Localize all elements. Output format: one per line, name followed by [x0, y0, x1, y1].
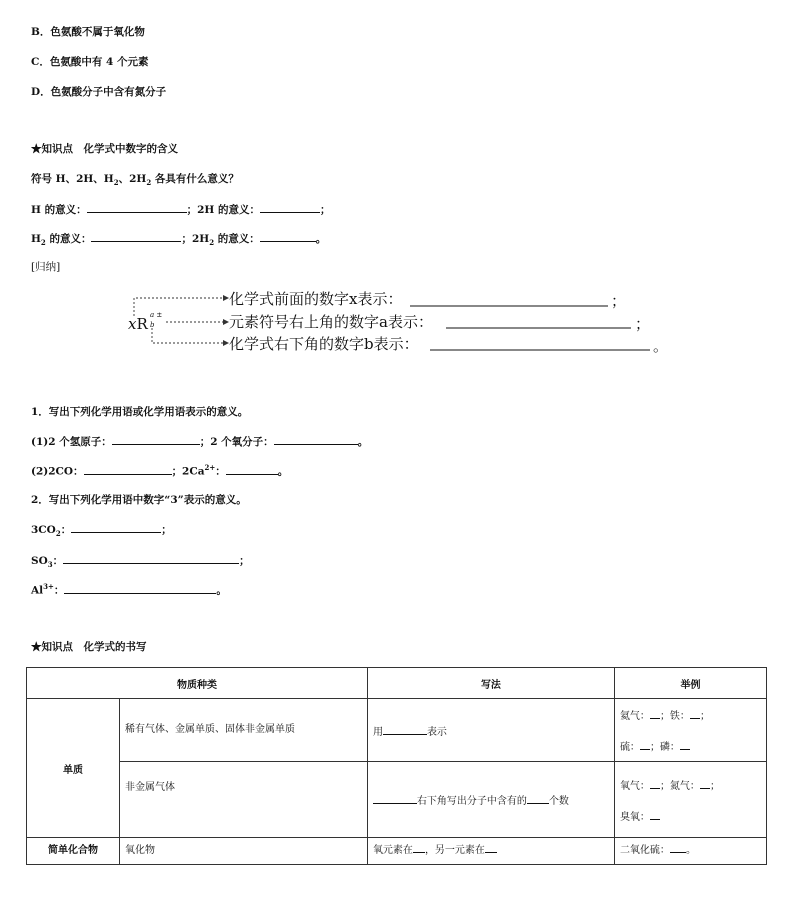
section-title-formula-writing: ★知识点 化学式的书写 — [31, 641, 147, 653]
exercise-text: 。 — [277, 465, 289, 478]
exercise-text: ： — [52, 555, 64, 567]
h2-label-suffix: 的意义： — [45, 233, 92, 245]
option-c: C．色氨酸中有 4 个元素 — [31, 56, 149, 68]
example-text: 臭氧： — [619, 811, 650, 823]
exercise-text: 3CO — [31, 524, 56, 536]
answer-blank[interactable] — [91, 231, 181, 242]
exercise-1-prompt: 1．写出下列化学用语或化学用语表示的意义。 — [31, 406, 249, 418]
exercise-text: ： — [60, 524, 72, 536]
question-symbols — [31, 171, 239, 187]
table-row — [27, 699, 767, 762]
answer-blank[interactable] — [700, 779, 710, 789]
exercise-text: ；2Ca — [171, 465, 205, 478]
subscript: 2 — [146, 178, 152, 188]
example-text: 硫： — [619, 742, 640, 753]
answer-blank[interactable] — [527, 794, 549, 804]
question-text-b: 、2H — [118, 173, 147, 185]
method-cell — [367, 838, 614, 865]
answer-blank[interactable] — [680, 740, 690, 750]
question-text-a: 符号 H、2H、H — [31, 173, 114, 185]
answer-blank[interactable] — [383, 725, 427, 735]
exercise-text: 。 — [216, 584, 227, 597]
separator: 。 — [315, 233, 327, 245]
subscript: 2 — [55, 529, 61, 539]
answer-blank[interactable] — [274, 434, 358, 445]
method-text: 右下角写出分子中含有的 — [416, 796, 527, 807]
answer-blank[interactable] — [64, 583, 216, 594]
answer-blank[interactable] — [485, 843, 497, 853]
type-nonmetal-gas: 非金属气体 — [120, 762, 368, 838]
section-title-formula-numbers: ★知识点 化学式中数字的含义 — [31, 143, 178, 155]
answer-blank[interactable] — [373, 794, 417, 804]
meaning-row-1 — [31, 202, 330, 217]
answer-blank[interactable] — [84, 464, 172, 475]
exercise-2-so3 — [31, 553, 250, 569]
exercise-2-prompt: 2．写出下列化学用语中数字“3”表示的意义。 — [31, 494, 247, 506]
answer-blank[interactable] — [650, 709, 660, 719]
exercise-text: ； — [161, 524, 172, 536]
example-line — [620, 777, 761, 792]
exercise-text: SO — [31, 555, 48, 567]
superscript: 2+ — [204, 463, 216, 472]
answer-blank[interactable] — [63, 553, 239, 564]
exercise-2-al — [31, 582, 227, 598]
exercise-1-b — [31, 463, 288, 479]
exercise-text: ： — [215, 465, 226, 478]
type-rare-gas-metal-solid: 稀有气体、金属单质、固体非金属单质 — [120, 699, 368, 762]
question-text-c: 各具有什么意义？ — [151, 173, 239, 185]
exercise-text: (1)2 个氢原子： — [31, 436, 112, 448]
exercise-text: ： — [53, 584, 65, 597]
diagram-line-1: 化学式前面的数字x表示： — [229, 290, 403, 308]
option-b: B．色氨酸不属于氧化物 — [31, 26, 145, 38]
answer-blank[interactable] — [640, 740, 650, 750]
diagram-line-3-end: 。 — [653, 337, 669, 355]
example-text: 。 — [685, 845, 696, 856]
exercise-2-co2 — [31, 522, 172, 538]
header-substance-type: 物质种类 — [27, 668, 368, 699]
method-text: ，另一元素在 — [424, 845, 485, 856]
example-line — [620, 808, 761, 823]
exercise-1-a — [31, 434, 368, 449]
exercise-text: 。 — [357, 436, 369, 448]
example-line — [620, 707, 761, 722]
example-text: ；氮气： — [659, 780, 700, 792]
subscript: 2 — [113, 178, 119, 188]
exercise-text: (2)2CO： — [31, 465, 84, 478]
answer-blank[interactable] — [112, 434, 200, 445]
type-oxide: 氧化物 — [120, 838, 368, 865]
superscript: 3+ — [43, 582, 54, 591]
diagram-line-2-end: ； — [635, 315, 651, 333]
example-cell — [614, 838, 766, 865]
symbol-x: x — [128, 315, 137, 333]
method-text: 用 — [372, 726, 383, 738]
diagram-line-3: 化学式右下角的数字b表示： — [229, 335, 419, 353]
diagram-line-1-end: ； — [611, 292, 627, 310]
h-meaning-label: H 的意义： — [31, 204, 87, 216]
answer-blank[interactable] — [87, 202, 187, 213]
category-elemental: 单质 — [27, 699, 120, 838]
separator: ； — [319, 204, 331, 216]
example-text: 二氧化硫： — [619, 845, 670, 856]
method-text: 氧元素在 — [372, 845, 413, 856]
example-cell — [614, 699, 766, 762]
summary-label: [归纳] — [31, 261, 61, 273]
table-header-row — [27, 668, 767, 699]
h2-label-text: H — [31, 233, 41, 245]
example-text: ； — [699, 711, 710, 722]
table-row — [27, 838, 767, 865]
formula-writing-table — [26, 667, 767, 865]
answer-blank[interactable] — [413, 843, 425, 853]
2h2-label-text: 2H — [191, 233, 210, 245]
example-cell — [614, 762, 766, 838]
answer-blank[interactable] — [260, 231, 316, 242]
answer-blank[interactable] — [650, 810, 660, 820]
answer-blank[interactable] — [670, 843, 686, 853]
header-writing-method: 写法 — [367, 668, 614, 699]
category-compound: 简单化合物 — [27, 838, 120, 865]
2h2-label-suffix: 的意义： — [214, 233, 260, 245]
method-cell — [367, 699, 614, 762]
exercise-text: ； — [239, 555, 250, 567]
subscript: 2 — [40, 238, 46, 248]
separator: ； — [181, 233, 192, 245]
symbol-superscript: a ± — [150, 311, 163, 319]
meaning-row-2 — [31, 231, 326, 247]
subscript: 2 — [209, 238, 215, 248]
table-row — [27, 762, 767, 838]
symbol-subscript: b — [150, 321, 155, 329]
example-text: 氦气： — [619, 711, 650, 722]
answer-blank[interactable] — [71, 522, 161, 533]
answer-blank[interactable] — [690, 709, 700, 719]
2h-meaning-label: 2H 的意义： — [197, 204, 260, 216]
answer-blank[interactable] — [260, 202, 320, 213]
header-example: 举例 — [614, 668, 766, 699]
symbol-r: R — [136, 315, 148, 333]
exercise-text: Al — [31, 584, 44, 597]
answer-blank[interactable] — [650, 779, 660, 789]
answer-blank[interactable] — [226, 464, 278, 475]
example-text: ；铁： — [659, 711, 690, 722]
method-cell — [367, 762, 614, 838]
formula-number-diagram — [128, 284, 688, 356]
example-text: ； — [709, 780, 720, 792]
exercise-text: ；2 个氧分子： — [199, 436, 274, 448]
formula-symbol — [128, 315, 148, 333]
example-line — [620, 738, 761, 753]
example-text: 氧气： — [619, 780, 650, 792]
subscript: 3 — [47, 560, 53, 570]
example-text: ；磷： — [649, 742, 680, 753]
diagram-line-2: 元素符号右上角的数字a表示： — [229, 313, 433, 331]
method-text: 个数 — [548, 796, 569, 807]
option-d: D．色氨酸分子中含有氮分子 — [31, 86, 167, 98]
separator: ； — [186, 204, 198, 216]
method-text: 表示 — [426, 726, 447, 738]
